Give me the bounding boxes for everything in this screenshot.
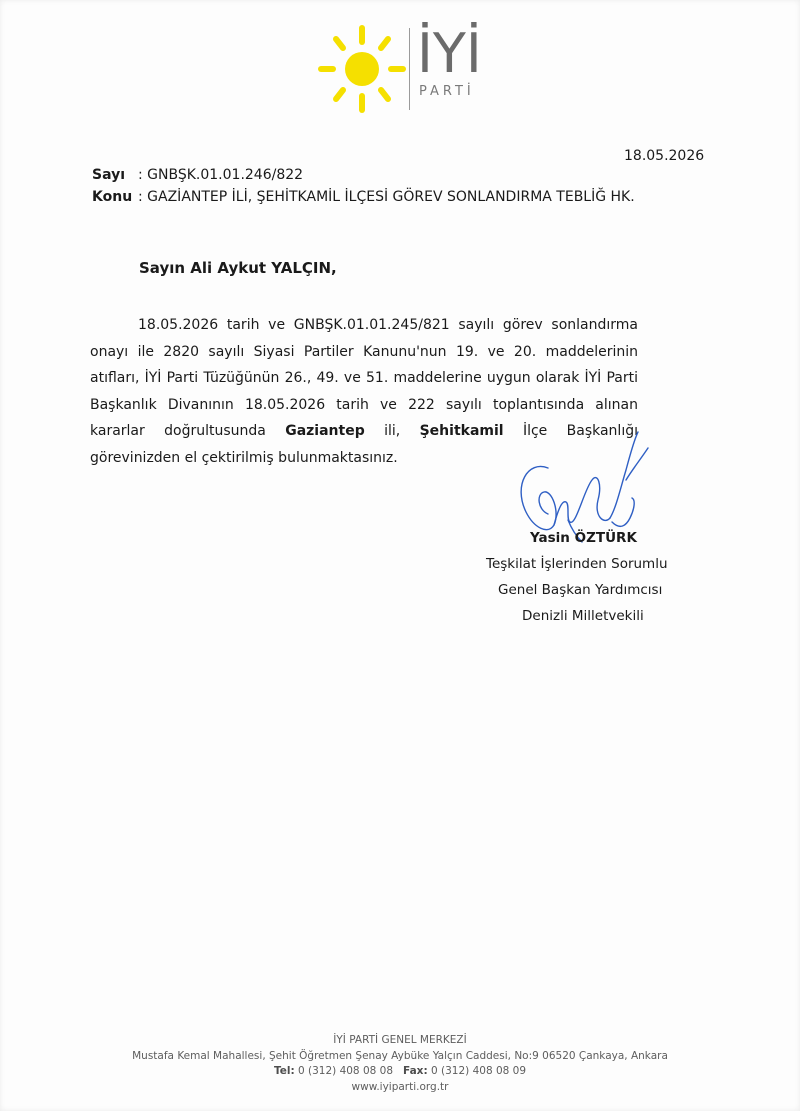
tel-value: 0 (312) 408 08 08 (294, 1065, 394, 1077)
logo-wordmark: İYİ (417, 22, 482, 85)
salutation: Sayın Ali Aykut YALÇIN, (139, 259, 337, 277)
konu-label: Konu (92, 189, 133, 205)
footer-title: İYİ PARTİ GENEL MERKEZİ (333, 1034, 467, 1046)
body-text-1: 18.05.2026 tarih ve GNBŞK.01.01.245/821 sayılı görev sonlandırma onayı ile 2820 sayılı Siyasi Partiler Kanunu'nun 19. ve 20. maddelerinin atıfları, İYİ Parti Tüzüğünün 26., 49. ve 51. maddelerine uygun olarak İYİ Parti Başkanlık Divanının 18.05.2026 tarih ve 222 sayılı toplantısında alınan kararlar doğrultusunda (90, 317, 638, 439)
body-bold-district: Şehitkamil (419, 423, 504, 439)
signer-title-1: Teşkilat İşlerinden Sorumlu (486, 556, 668, 572)
body-bold-city: Gaziantep (285, 423, 365, 439)
letter-footer (0, 1033, 800, 1095)
footer-address: Mustafa Kemal Mahallesi, Şehit Öğretmen Şenay Aybüke Yalçın Caddesi, No:9 06520 Çankaya, Ankara (132, 1049, 668, 1062)
fax-label: Fax: (403, 1065, 428, 1077)
logo-divider (409, 28, 410, 110)
footer-contact (0, 1064, 800, 1080)
sayi-label: Sayı (92, 167, 126, 183)
ref-number-row (92, 165, 303, 185)
konu-value: : GAZİANTEP İLİ, ŞEHİTKAMİL İLÇESİ GÖREV SONLANDIRMA TEBLİĞ HK. (138, 189, 635, 205)
signer-title-2: Genel Başkan Yardımcısı (498, 582, 663, 598)
sun-icon (316, 22, 408, 117)
iyi-parti-logo (316, 22, 486, 117)
signer-name: Yasin ÖZTÜRK (530, 530, 637, 546)
footer-website[interactable]: www.iyiparti.org.tr (351, 1080, 449, 1093)
logo-subtitle: PARTİ (419, 84, 475, 99)
tel-label: Tel: (273, 1065, 295, 1077)
subject-row (92, 187, 635, 207)
body-text-2: ili, (364, 423, 420, 439)
fax-value: 0 (312) 408 08 09 (427, 1065, 527, 1077)
sayi-value: : GNBŞK.01.01.246/822 (138, 167, 304, 183)
signer-title-3: Denizli Milletvekili (522, 608, 644, 624)
letter-date: 18.05.2026 (624, 148, 705, 164)
body-text-3: İlçe Başkanlığı görevinizden el çektirilmiş bulunmaktasınız. (90, 423, 638, 466)
